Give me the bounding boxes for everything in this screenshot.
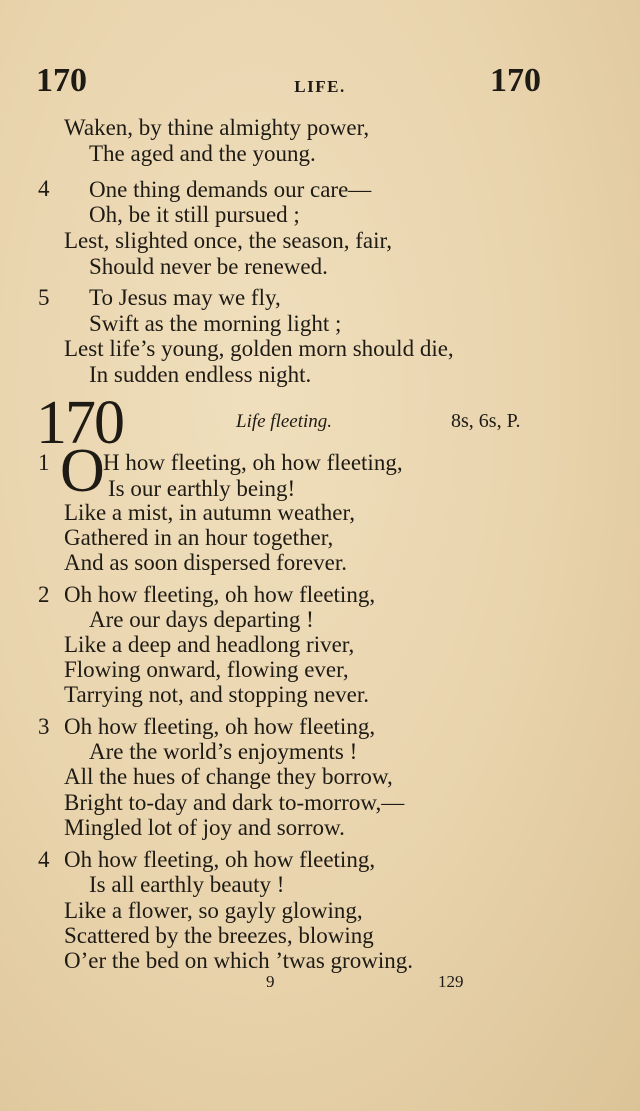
verse-line: Tarrying not, and stopping never.: [64, 682, 369, 707]
verse-line: Oh how fleeting, oh how fleeting,: [64, 582, 376, 607]
verse-line: Are the world’s enjoyments !: [89, 739, 358, 764]
verse-line: Gathered in an hour together,: [64, 525, 334, 550]
continuation-line: The aged and the young.: [89, 141, 316, 166]
verse-line: In sudden endless night.: [89, 362, 312, 387]
verse-line: Bright to-day and dark to-morrow,—: [64, 790, 405, 815]
verse-line: Oh how fleeting, oh how fleeting,: [64, 847, 376, 872]
verse-number: 3: [38, 714, 50, 739]
continuation-line: Waken, by thine almighty power,: [64, 115, 370, 140]
verse-line: Is all earthly beauty !: [89, 872, 285, 897]
page-number-left: 170: [36, 62, 87, 99]
verse-line: Should never be renewed.: [89, 254, 328, 279]
verse-line: Lest, slighted once, the season, fair,: [64, 228, 393, 253]
verse-line: To Jesus may we fly,: [89, 285, 281, 310]
verse-number: 4: [38, 176, 50, 201]
verse-line: All the hues of change they borrow,: [64, 764, 393, 789]
verse-line: Like a deep and headlong river,: [64, 632, 355, 657]
page-number-right: 170: [490, 62, 541, 99]
running-title: LIFE.: [294, 77, 346, 96]
footer-page-number: 129: [438, 972, 464, 991]
verse-line: Is our earthly being!: [108, 476, 296, 501]
verse-number: 1: [38, 450, 50, 475]
verse-line: Oh, be it still pursued ;: [89, 202, 300, 227]
verse-number: 5: [38, 285, 50, 310]
verse-line: O’er the bed on which ’twas growing.: [64, 948, 413, 973]
hymn-number: 170: [36, 389, 123, 457]
verse-line: One thing demands our care—: [89, 177, 372, 202]
verse-line: Oh how fleeting, oh how fleeting,: [64, 714, 376, 739]
verse-line: Flowing onward, flowing ever,: [64, 657, 349, 682]
verse-line: Are our days departing !: [89, 607, 314, 632]
hymn-title: Life fleeting.: [236, 411, 333, 432]
verse-line: Like a flower, so gayly glowing,: [64, 898, 363, 923]
verse-line: Lest life’s young, golden morn should die,: [64, 336, 454, 361]
verse-line: And as soon dispersed forever.: [64, 550, 347, 575]
drop-cap: O: [60, 437, 105, 505]
verse-line: Scattered by the breezes, blowing: [64, 923, 374, 948]
hymn-meter: 8s, 6s, P.: [451, 410, 521, 432]
verse-line: Like a mist, in autumn weather,: [64, 500, 355, 525]
signature-mark: 9: [266, 972, 275, 991]
verse-line: Swift as the morning light ;: [89, 311, 342, 336]
verse-line: H how fleeting, oh how fleeting,: [103, 450, 403, 475]
verse-line: Mingled lot of joy and sorrow.: [64, 815, 345, 840]
verse-number: 4: [38, 847, 50, 872]
verse-number: 2: [38, 582, 50, 607]
